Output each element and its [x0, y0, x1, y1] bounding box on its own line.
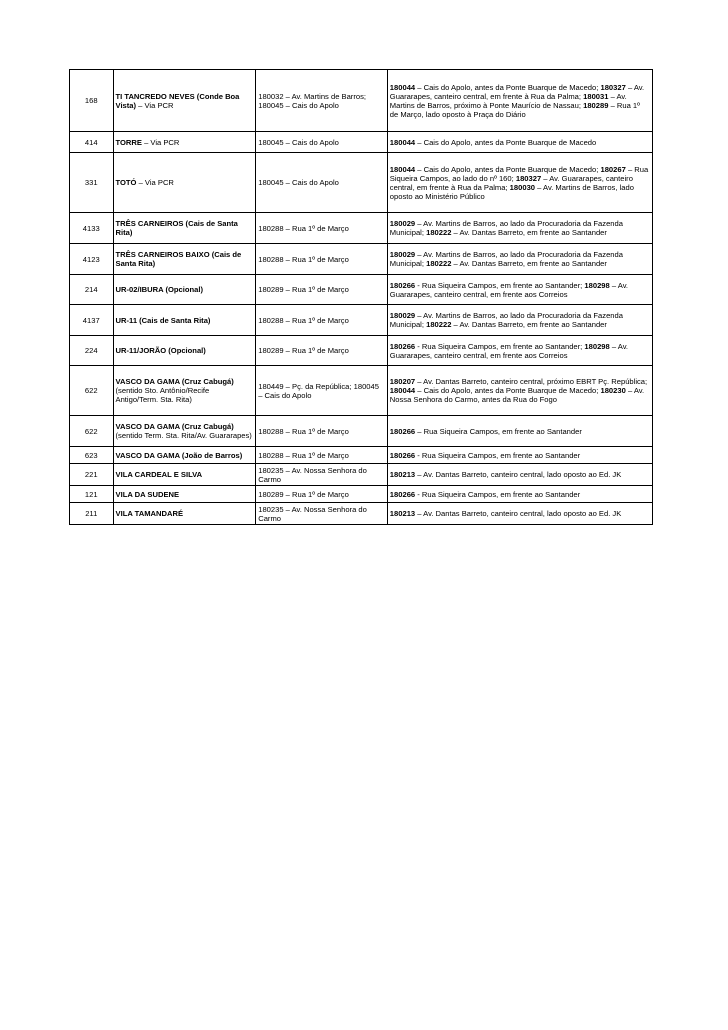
line-name-segment: VASCO DA GAMA (Cruz Cabugá) [115, 377, 234, 386]
stop-code: 180266 [389, 426, 416, 436]
line-name-segment: – Via PCR [136, 100, 174, 110]
line-name-segment: VILA CARDEAL E SILVA [115, 470, 203, 479]
boarding-stops-cell [387, 486, 652, 503]
stop-description: – Cais do Apolo, antes da Ponte Buarque de Macedo; [415, 82, 601, 92]
destination-stop-cell: 180289 – Rua 1º de Março [256, 336, 388, 366]
line-name-cell [113, 275, 256, 305]
line-name-segment: (sentido Sto. Antônio/Recife Antigo/Term. Sta. Rita) [115, 386, 210, 404]
line-name-cell [113, 153, 256, 213]
stop-code: 180029 [389, 219, 416, 228]
line-code-cell: 121 [70, 486, 114, 503]
stop-description: – Av. Dantas Barreto, em frente ao Santander [451, 228, 607, 237]
line-name-segment: UR-11 (Cais de Santa Rita) [115, 315, 211, 325]
stop-code: 180207 [389, 377, 416, 386]
stop-code: 180266 [389, 489, 416, 499]
boarding-stops-cell [387, 447, 652, 464]
stop-description: – Av. Martins de Barros, ao lado da Procuradoria da Fazenda Municipal; [389, 219, 623, 237]
boarding-stops-cell [387, 366, 652, 416]
stop-code: 180267 [600, 164, 626, 174]
destination-stop-cell: 180288 – Rua 1º de Março [256, 213, 388, 244]
stop-code: 180213 [389, 470, 416, 479]
stop-description: - Rua Siqueira Campos, em frente ao Santander; [415, 341, 585, 351]
boarding-stops-cell [387, 153, 652, 213]
stop-code: 180266 [389, 280, 416, 290]
stop-code: 180266 [389, 341, 416, 351]
stop-code: 180044 [389, 82, 416, 92]
stop-code: 180029 [389, 311, 416, 320]
destination-stop-cell: 180288 – Rua 1º de Março [256, 305, 388, 336]
table-row [70, 244, 653, 275]
bus-stops-table [69, 69, 653, 525]
line-code-cell: 4123 [70, 244, 114, 275]
stop-code: 180029 [389, 250, 416, 259]
boarding-stops-cell [387, 305, 652, 336]
line-code-cell: 221 [70, 464, 114, 486]
line-name-segment: – Via PCR [136, 178, 174, 187]
line-name-cell [113, 416, 256, 447]
stop-description: - Rua Siqueira Campos, em frente ao Santander [415, 450, 581, 460]
line-name-segment: TOTÓ [115, 178, 137, 187]
stop-description: – Av. Guararapes, canteiro central, em frente à Rua da Palma; [389, 173, 633, 192]
destination-stop-cell: 180288 – Rua 1º de Março [256, 416, 388, 447]
line-code-cell: 414 [70, 132, 114, 153]
boarding-stops-cell [387, 132, 652, 153]
line-name-segment: TORRE [115, 137, 142, 147]
table-row [70, 305, 653, 336]
boarding-stops-cell [387, 70, 652, 132]
stop-description: – Av. Guararapes, canteiro central, em frente aos Correios [389, 341, 629, 360]
table-row [70, 153, 653, 213]
stop-description: – Av. Martins de Barros, próximo à Ponte Maurício de Nassau; [389, 91, 627, 110]
table-row [70, 366, 653, 416]
stop-description: – Rua 1º de Março, lado oposto à Praça do Diário [389, 100, 640, 119]
line-name-cell [113, 305, 256, 336]
line-name-cell [113, 503, 256, 525]
table-row [70, 447, 653, 464]
stop-description: – Av. Guararapes, canteiro central, em frente aos Correios [389, 280, 629, 299]
line-code-cell: 211 [70, 503, 114, 525]
stop-code: 180030 [509, 182, 536, 192]
stop-code: 180230 [600, 386, 626, 395]
table-row [70, 416, 653, 447]
stop-description: – Cais do Apolo, antes da Ponte Buarque de Macedo [415, 137, 597, 147]
stop-description: – Av. Martins de Barros, ao lado da Procuradoria da Fazenda Municipal; [389, 311, 623, 329]
boarding-stops-cell [387, 275, 652, 305]
line-name-segment: TI TANCREDO NEVES (Conde Boa Vista) [115, 91, 240, 110]
stop-code: 180044 [389, 386, 416, 395]
line-name-segment: TRÊS CARNEIROS (Cais de Santa Rita) [115, 219, 238, 237]
destination-stop-cell: 180045 – Cais do Apolo [256, 153, 388, 213]
stop-code: 180289 [583, 100, 609, 110]
line-name-cell [113, 70, 256, 132]
table-row [70, 503, 653, 525]
boarding-stops-cell [387, 336, 652, 366]
stop-description: – Cais do Apolo, antes da Ponte Buarque de Macedo; [415, 386, 601, 395]
stop-description: – Rua Siqueira Campos, ao lado do nº 160; [389, 164, 649, 183]
boarding-stops-cell [387, 464, 652, 486]
destination-stop-cell: 180289 – Rua 1º de Março [256, 486, 388, 503]
line-name-segment: – Via PCR [141, 137, 180, 147]
line-code-cell: 622 [70, 416, 114, 447]
stop-description: – Av. Martins de Barros, ao lado da Procuradoria da Fazenda Municipal; [389, 250, 623, 268]
line-name-cell [113, 132, 256, 153]
stop-description: - Rua Siqueira Campos, em frente ao Santander; [415, 280, 585, 290]
line-name-segment: UR-02/IBURA (Opcional) [115, 285, 203, 294]
line-code-cell: 622 [70, 366, 114, 416]
stop-code: 180298 [584, 341, 610, 351]
table-row [70, 336, 653, 366]
stop-code: 180222 [426, 259, 452, 268]
destination-stop-cell: 180045 – Cais do Apolo [256, 132, 388, 153]
line-name-segment: (sentido Term. Sta. Rita/Av. Guararapes) [115, 431, 252, 440]
stop-description: – Cais do Apolo, antes da Ponte Buarque de Macedo; [415, 164, 601, 174]
line-code-cell: 4133 [70, 213, 114, 244]
stop-code: 180222 [426, 228, 452, 237]
stop-description: – Av. Martins de Barros, lado oposto ao Ministério Público [389, 182, 634, 201]
destination-stop-cell: 180288 – Rua 1º de Março [256, 244, 388, 275]
destination-stop-cell: 180289 – Rua 1º de Março [256, 275, 388, 305]
destination-stop-cell: 180235 – Av. Nossa Senhora do Carmo [256, 464, 388, 486]
stop-code: 180044 [389, 137, 416, 147]
line-code-cell: 331 [70, 153, 114, 213]
line-name-segment: UR-11/JORÃO (Opcional) [115, 346, 206, 355]
table-row [70, 70, 653, 132]
stop-description: – Av. Nossa Senhora do Carmo, antes da Rua do Fogo [389, 386, 645, 404]
destination-stop-cell: 180235 – Av. Nossa Senhora do Carmo [256, 503, 388, 525]
stop-code: 180266 [389, 450, 416, 460]
table-row [70, 132, 653, 153]
stop-code: 180327 [600, 82, 626, 92]
stop-description: – Av. Guararapes, canteiro central, em frente à Rua da Palma; [389, 82, 645, 101]
boarding-stops-cell [387, 213, 652, 244]
table-row [70, 213, 653, 244]
line-name-cell [113, 213, 256, 244]
stop-code: 180031 [583, 91, 609, 101]
stop-code: 180222 [426, 320, 452, 329]
boarding-stops-cell [387, 503, 652, 525]
line-name-segment: VASCO DA GAMA (João de Barros) [115, 450, 243, 460]
stop-description: – Rua Siqueira Campos, em frente ao Santander [415, 426, 582, 436]
line-name-segment: TRÊS CARNEIROS BAIXO (Cais de Santa Rita) [115, 250, 242, 268]
line-name-cell [113, 447, 256, 464]
line-code-cell: 168 [70, 70, 114, 132]
line-name-segment: VILA DA SUDENE [115, 489, 180, 499]
table-row [70, 486, 653, 503]
line-name-segment: VILA TAMANDARÉ [115, 509, 184, 518]
stop-code: 180327 [515, 173, 542, 183]
table-body [70, 70, 653, 525]
stop-description: - Rua Siqueira Campos, em frente ao Santander [415, 489, 581, 499]
stop-code: 180298 [584, 280, 610, 290]
line-name-cell [113, 244, 256, 275]
destination-stop-cell: 180032 – Av. Martins de Barros; 180045 – Cais do Apolo [256, 70, 388, 132]
table-row [70, 275, 653, 305]
stop-code: 180213 [389, 509, 416, 518]
line-name-cell [113, 486, 256, 503]
table-row [70, 464, 653, 486]
line-name-cell [113, 464, 256, 486]
stop-description: – Av. Dantas Barreto, canteiro central, próximo EBRT Pç. República; [415, 377, 648, 386]
line-name-segment: VASCO DA GAMA (Cruz Cabugá) [115, 422, 234, 431]
stop-description: – Av. Dantas Barreto, em frente ao Santander [451, 259, 607, 268]
line-code-cell: 214 [70, 275, 114, 305]
line-code-cell: 224 [70, 336, 114, 366]
stop-description: – Av. Dantas Barreto, canteiro central, lado oposto ao Ed. JK [415, 470, 622, 479]
line-name-cell [113, 366, 256, 416]
line-name-cell [113, 336, 256, 366]
destination-stop-cell: 180288 – Rua 1º de Março [256, 447, 388, 464]
stop-code: 180044 [389, 164, 416, 174]
line-code-cell: 4137 [70, 305, 114, 336]
boarding-stops-cell [387, 244, 652, 275]
stop-description: – Av. Dantas Barreto, canteiro central, lado oposto ao Ed. JK [415, 509, 622, 518]
destination-stop-cell: 180449 – Pç. da República; 180045 – Cais do Apolo [256, 366, 388, 416]
stop-description: – Av. Dantas Barreto, em frente ao Santander [451, 320, 607, 329]
boarding-stops-cell [387, 416, 652, 447]
line-code-cell: 623 [70, 447, 114, 464]
